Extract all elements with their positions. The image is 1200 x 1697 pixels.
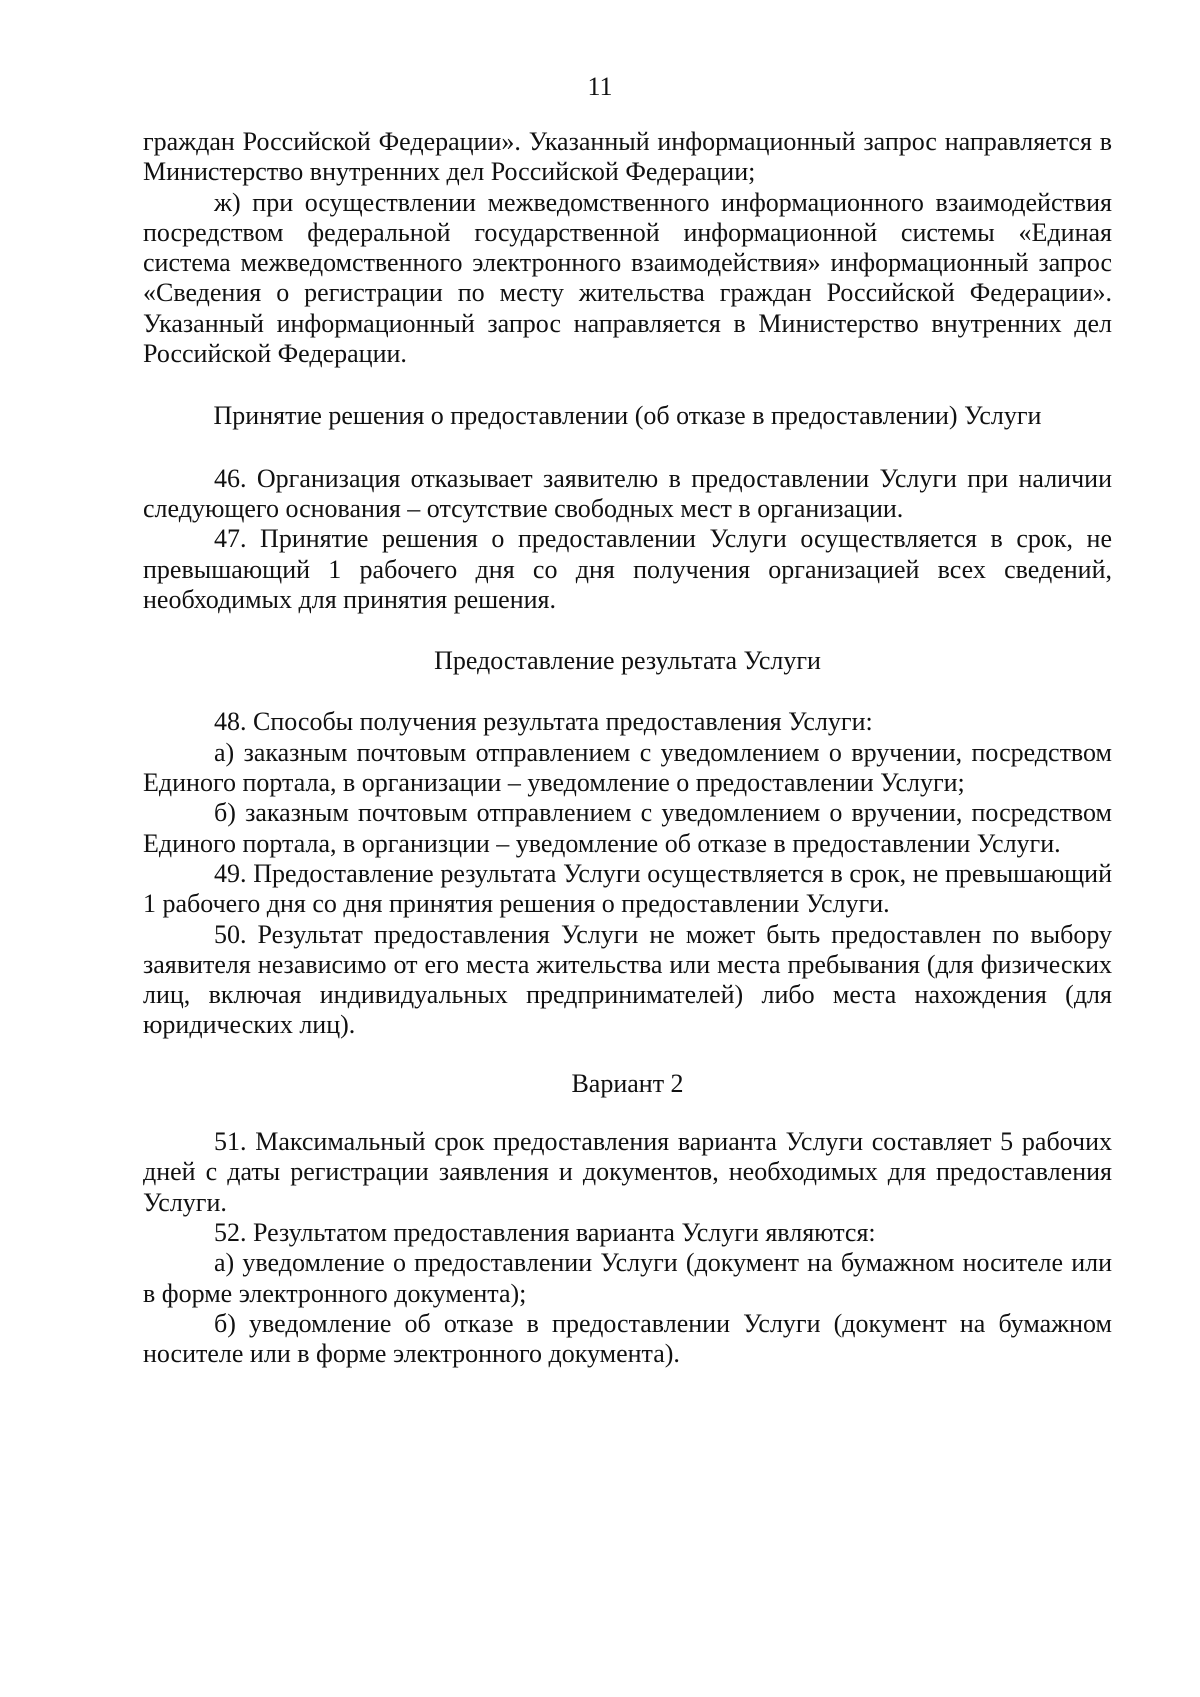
page-number: 11 [587,72,613,101]
paragraph-46: 46. Организация отказывает заявителю в предоставлении Услуги при наличии следующего основания – отсутствие свободных мест в организации. [143,463,1112,523]
paragraph-48-b: б) заказным почтовым отправлением с уведомлением о вручении, посредством Единого портала, в организции – уведомление об отказе в предоставлении Услуги. [143,798,1112,858]
paragraph-49: 49. Предоставление результата Услуги осуществляется в срок, не превышающий 1 рабочего дня со дня принятия решения о предоставлении Услуги. [143,858,1112,919]
paragraph-item-zh: ж) при осуществлении межведомственного информационного взаимодействия посредством федеральной государственной информационной системы «Единая система межведомственного электронного взаимодействия» информационный запрос «Сведения о регистрации по месту жительства граждан Российской Федерации». Указанный информационный запрос направляется в Министерство внутренних дел Российской Федерации. [143,187,1112,369]
section-heading-decision: Принятие решения о предоставлении (об отказе в предоставлении) Услуги [213,401,1042,431]
paragraph-51: 51. Максимальный срок предоставления варианта Услуги составляет 5 рабочих дней с даты регистрации заявления и документов, необходимых для предоставления Услуги. [143,1127,1112,1217]
section-heading-result: Предоставление результата Услуги [434,646,821,676]
paragraph-52-b: б) уведомление об отказе в предоставлении Услуги (документ на бумажном носителе или в форме электронного документа). [143,1308,1112,1369]
paragraph-48-a: а) заказным почтовым отправлением с уведомлением о вручении, посредством Единого портала, в организации – уведомление о предоставлении Услуги; [143,737,1112,798]
paragraph-50: 50. Результат предоставления Услуги не может быть предоставлен по выбору заявителя независимо от его места жительства или места пребывания (для физических лиц, включая индивидуальных предпринимателей) либо места нахождения (для юридических лиц). [143,919,1112,1040]
paragraph-47: 47. Принятие решения о предоставлении Услуги осуществляется в срок, не превышающий 1 рабочего дня со дня получения организацией всех сведений, необходимых для принятия решения. [143,524,1112,614]
paragraph-48: 48. Способы получения результата предоставления Услуги: [214,707,873,737]
paragraph-52-a: а) уведомление о предоставлении Услуги (документ на бумажном носителе или в форме электронного документа); [143,1248,1112,1308]
section-heading-variant-2: Вариант 2 [571,1068,684,1098]
document-body [143,127,1112,1369]
paragraph-continuation: граждан Российской Федерации». Указанный информационный запрос направляется в Министерство внутренних дел Российской Федерации; [143,127,1112,187]
paragraph-52: 52. Результатом предоставления варианта Услуги являются: [214,1217,876,1247]
